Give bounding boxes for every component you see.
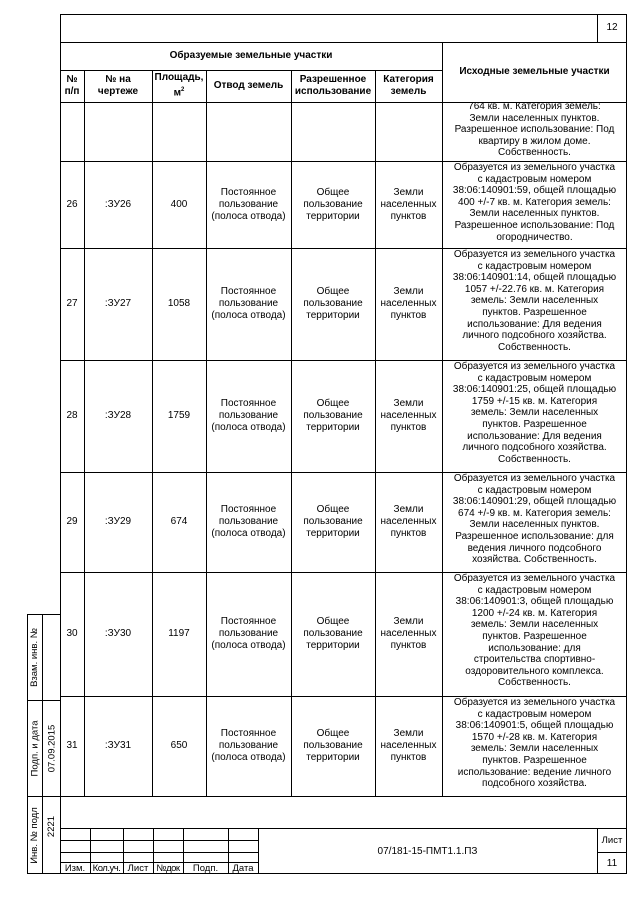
cell-line: населенных [380, 410, 437, 421]
source-line: земель: Земли населенных [470, 743, 599, 755]
col-category-header [375, 70, 442, 102]
col-use-header [291, 70, 375, 102]
source-line: Разрешенное использование: Под [454, 219, 615, 231]
cell-num: 28 [66, 410, 78, 421]
cell-line: Общее [316, 398, 350, 409]
cell-line: пунктов [390, 422, 427, 433]
source-line: Разрешенное использование: Под [454, 124, 615, 136]
cell-use [291, 472, 375, 572]
cell-cat [375, 248, 442, 360]
cell-line: пользование [218, 516, 279, 527]
cell-drawing: :ЗУ27 [104, 298, 132, 309]
cell-drawing: :ЗУ31 [104, 740, 132, 751]
stamp-izm: Изм. [64, 862, 86, 874]
col-num-line2: п/п [64, 86, 80, 97]
source-line: пунктов. Разрешенное [482, 630, 587, 642]
cell-source [442, 249, 627, 353]
source-line: пунктов. Разрешенное [482, 418, 587, 430]
col-area-sup: 2 [181, 87, 185, 94]
source-line: Собственность. [498, 147, 571, 159]
cell-use [291, 572, 375, 696]
cell-cat [375, 696, 442, 796]
source-line: огородничество. [496, 231, 573, 243]
cell-cat [375, 161, 442, 248]
sheet-label: Лист [601, 834, 623, 846]
cell-line: Постоянное [220, 186, 277, 198]
col-area-line2 [174, 84, 185, 99]
cell-line: Постоянное [220, 728, 277, 739]
cell-line: Земли [393, 186, 424, 198]
stamp-list: Лист [127, 862, 149, 874]
cell-source [442, 162, 627, 243]
cell-line: территории [306, 752, 360, 763]
source-line: 38:06:140901:14, общей площадью [452, 272, 617, 284]
col-allotment-header: Отвод земель [213, 80, 284, 91]
inv-number [42, 796, 61, 856]
source-line: Земли населенных пунктов. [469, 112, 600, 124]
cell-line: пользование [218, 628, 279, 639]
cell-line: (полоса отвода) [211, 210, 286, 222]
source-line: Собственность. [498, 453, 571, 465]
cell-line: пользование [218, 198, 279, 210]
source-line: хозяйства. Собственность. [472, 554, 597, 566]
source-line: 400 +/-7 кв. м. Категория земель: [458, 196, 611, 208]
source-line: 1759 +/-15 кв. м. Категория [471, 395, 598, 407]
cell-area: 1197 [168, 628, 190, 639]
cell-line: Земли [393, 504, 424, 515]
source-line: земель: Земли населенных [470, 407, 599, 419]
cell-num: 29 [66, 516, 78, 527]
cell-source [442, 473, 627, 566]
signature-date-text: 07.09.2015 [46, 724, 58, 772]
cell-num: 27 [66, 298, 78, 309]
cell-use [291, 161, 375, 248]
col-use-line1: Разрешенное [299, 74, 367, 85]
cell-allot [206, 472, 291, 572]
source-line: 764 кв. м. Категория земель: [468, 101, 601, 112]
group-header: Образуемые земельные участки [169, 50, 333, 61]
source-line: Собственность. [498, 677, 571, 689]
cell-area: 1759 [167, 410, 191, 421]
source-line: 38:06:140901:25, общей площадью [452, 384, 617, 396]
source-line: с кадастровым номером [477, 708, 592, 720]
source-line: Земли населенных пунктов. [469, 519, 600, 531]
source-line: пунктов. Разрешенное [482, 306, 587, 318]
cell-line: Постоянное [220, 286, 277, 297]
source-line: Собственность. [498, 341, 571, 353]
cell-allot [206, 360, 291, 472]
cell-drawing: :ЗУ26 [104, 198, 132, 210]
cell-area: 650 [170, 740, 188, 751]
source-line: использование: ведение личного [457, 766, 612, 778]
col-category-line2: земель [390, 86, 427, 97]
cell-area: 674 [170, 516, 188, 527]
col-use-line2: использование [294, 86, 372, 97]
cell-line: Постоянное [220, 504, 277, 515]
source-line: с кадастровым номером [477, 584, 592, 596]
cell-line: территории [306, 422, 360, 433]
vzam-inv-text: Взам. инв. № [29, 627, 41, 687]
cell-line: Земли [393, 728, 424, 739]
source-line: 1057 +/-22.76 кв. м. Категория [464, 283, 605, 295]
col-num-line1: № [66, 74, 78, 85]
source-line: использование: Для ведения [467, 430, 602, 442]
cell-source [442, 573, 627, 689]
cell-drawing: :ЗУ30 [104, 628, 132, 639]
cell-line: (полоса отвода) [211, 310, 286, 321]
cell-source [442, 697, 627, 790]
cell-line: пользование [303, 740, 363, 751]
cell-line: пользование [218, 740, 279, 751]
cell-line: населенных [380, 628, 437, 639]
col-drawing-line2: чертеже [97, 86, 139, 97]
cell-line: населенных [380, 516, 437, 527]
cell-line: пользование [303, 198, 363, 210]
cell-line: (полоса отвода) [211, 528, 286, 539]
cell-allot [206, 248, 291, 360]
cell-allot [206, 161, 291, 248]
cell-line: пользование [303, 628, 363, 639]
page-number: 12 [606, 22, 618, 33]
cell-cat [375, 360, 442, 472]
source-line: 38:06:140901:5, общей площадью [455, 720, 614, 732]
cell-line: пользование [303, 298, 363, 309]
cell-line: Общее [316, 504, 350, 515]
cell-line: (полоса отвода) [211, 640, 286, 651]
inv-podl-label [27, 796, 42, 874]
source-line: с кадастровым номером [477, 260, 592, 272]
cell-line: пользование [218, 410, 279, 421]
cell-allot [206, 572, 291, 696]
col-drawing-header [84, 70, 152, 102]
cell-cat [375, 472, 442, 572]
cell-line: Общее [316, 616, 350, 627]
source-line: с кадастровым номером [477, 173, 592, 185]
source-line: 1570 +/-28 кв. м. Категория [471, 731, 598, 743]
cell-line: пунктов [390, 210, 427, 222]
source-line: 38:06:140901:59, общей площадью [452, 185, 617, 197]
col-category-line1: Категория [383, 74, 434, 85]
cell-line: Земли [393, 398, 424, 409]
cell-use [291, 696, 375, 796]
cell-source [442, 361, 627, 465]
cell-line: Земли [393, 616, 424, 627]
source-line: оздоровительного комплекса. [465, 665, 604, 677]
source-line: с кадастровым номером [477, 372, 592, 384]
cell-line: Общее [316, 286, 350, 297]
source-line: 38:06:140901:29, общей площадью [452, 496, 617, 508]
source-line: с кадастровым номером [477, 484, 592, 496]
sheet-number: 11 [606, 857, 618, 869]
inv-podl-text: Инв. № подл [29, 806, 41, 864]
cell-line: населенных [380, 298, 437, 309]
source-line: Образуется из земельного участка [453, 249, 616, 260]
signature-date [42, 700, 61, 796]
cell-line: пользование [303, 516, 363, 527]
cell-line: пунктов [390, 752, 427, 763]
cell-line: пользование [218, 298, 279, 309]
inv-number-text: 2221 [46, 815, 58, 837]
col-drawing-line1: № на [105, 74, 131, 85]
cell-line: (полоса отвода) [211, 752, 286, 763]
table-bottom-line [60, 796, 627, 797]
source-line: личного подсобного хозяйства. [462, 330, 607, 342]
col-area-header [152, 70, 206, 102]
cell-line: (полоса отвода) [211, 422, 286, 433]
source-line: Образуется из земельного участка [453, 573, 616, 584]
cell-line: населенных [380, 198, 437, 210]
podp-data-text: Подп. и дата [29, 720, 40, 776]
cell-line: Земли [393, 286, 424, 297]
stamp-data: Дата [232, 862, 254, 874]
source-line: личного подсобного хозяйства. [462, 442, 607, 454]
source-line: квартиру в жилом доме. [478, 135, 591, 147]
cell-allot [206, 696, 291, 796]
cell-line: Общее [316, 728, 350, 739]
cell-line: территории [306, 210, 360, 222]
podp-data-label [27, 700, 42, 796]
cell-num: 31 [66, 740, 78, 751]
source-line: 1200 +/-24 кв. м. Категория [471, 607, 598, 619]
stamp-ndok: №док [156, 862, 180, 874]
cell-line: населенных [380, 740, 437, 751]
cell-use [291, 360, 375, 472]
cell-line: пользование [303, 410, 363, 421]
source-line: ведения личного подсобного [467, 542, 602, 554]
cell-line: пунктов [390, 310, 427, 321]
source-line: Образуется из земельного участка [453, 697, 616, 708]
source-line: использование: Для ведения [467, 318, 602, 330]
cell-area: 400 [170, 198, 188, 210]
cell-line: территории [306, 310, 360, 321]
cell-line: пунктов [390, 640, 427, 651]
source-line: Разрешенное использование: для [455, 530, 614, 542]
vzam-inv-label [27, 614, 42, 700]
col-area-line1: Площадь, [154, 72, 204, 84]
cell-line: Постоянное [220, 616, 277, 627]
source-line: подсобного хозяйства. [482, 778, 587, 790]
cell-line: территории [306, 640, 360, 651]
source-line: 38:06:140901:3, общей площадью [455, 596, 614, 608]
col-num-header [60, 70, 84, 102]
cell-line: пунктов [390, 528, 427, 539]
stamp-podp: Подп. [192, 862, 219, 874]
source-line: Образуется из земельного участка [453, 162, 616, 173]
cell-use [291, 248, 375, 360]
cell-area: 1058 [167, 298, 191, 309]
cell-num: 30 [66, 628, 78, 639]
source-line: Образуется из земельного участка [453, 473, 616, 484]
cell-drawing: :ЗУ28 [104, 410, 132, 421]
cell-line: Общее [316, 186, 350, 198]
cell-drawing: :ЗУ29 [104, 516, 132, 527]
cell-num: 26 [66, 198, 78, 210]
cell-cat [375, 572, 442, 696]
source-line: земель: Земли населенных [470, 295, 599, 307]
source-line: 674 +/-9 кв. м. Категория земель: [458, 507, 611, 519]
source-line: земель: Земли населенных [470, 619, 599, 631]
source-line: Образуется из земельного участка [453, 361, 616, 372]
source-line: использование: для [488, 642, 581, 654]
source-line: строительства спортивно- [473, 654, 596, 666]
source-header: Исходные земельные участки [459, 66, 610, 77]
stamp-kol-uch: Кол.уч. [92, 862, 121, 874]
source-line: Земли населенных пунктов. [469, 208, 600, 220]
continuation-text [442, 101, 627, 159]
cell-line: Постоянное [220, 398, 277, 409]
col-area-unit: м [173, 87, 182, 99]
document-code: 07/181-15-ПМТ1.1.ПЗ [377, 845, 478, 857]
source-line: пунктов. Разрешенное [482, 754, 587, 766]
cell-line: территории [306, 528, 360, 539]
